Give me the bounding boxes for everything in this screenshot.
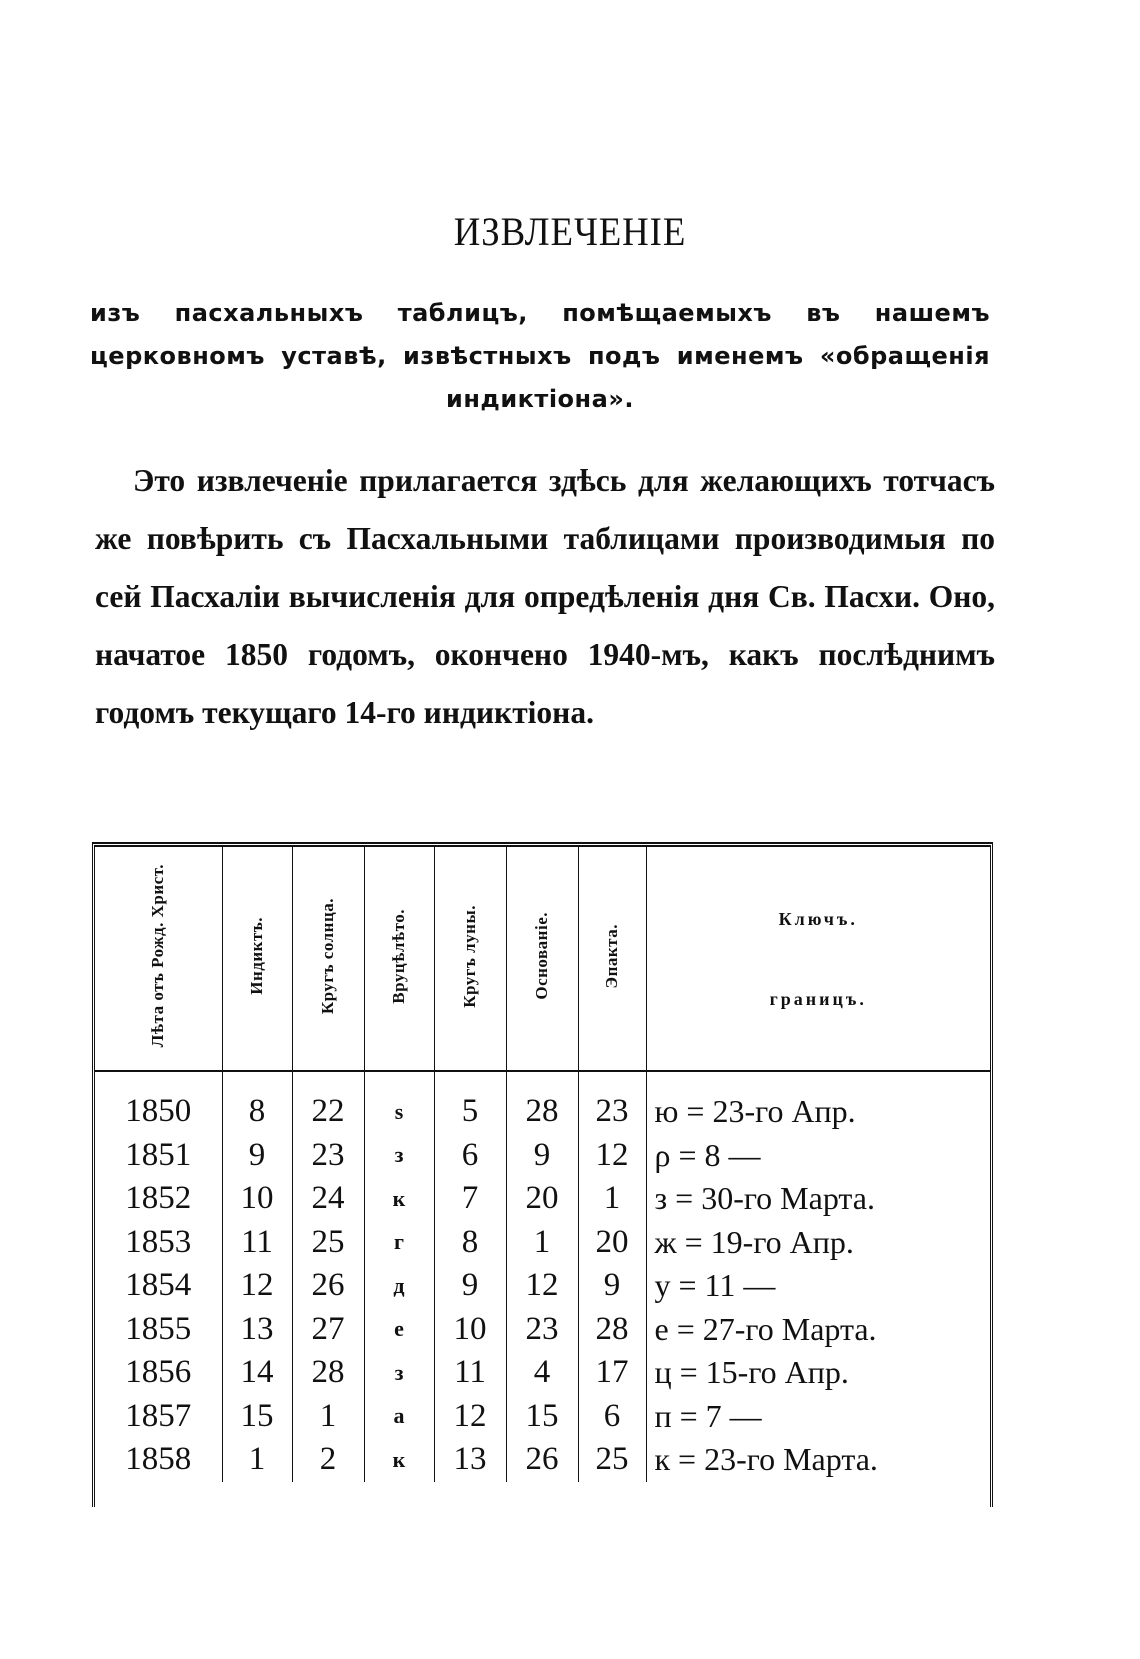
table-cell: 6 — [434, 1134, 506, 1178]
table-row — [95, 1134, 990, 1178]
header-label: Основаніе. — [532, 912, 551, 1000]
table-cell: 11 — [222, 1221, 292, 1265]
table-cell: 28 — [578, 1308, 646, 1352]
header-vrutseleto — [364, 847, 434, 1071]
table-cell: 1851 — [95, 1134, 222, 1178]
table-cell: 1856 — [95, 1351, 222, 1395]
table-cell: 13 — [222, 1308, 292, 1352]
table-cell: к = 23-го Марта. — [654, 1441, 878, 1478]
header-key-line1: Ключъ. — [778, 908, 858, 929]
table-cell: 8 — [434, 1221, 506, 1265]
header-label: Кругъ солнца. — [318, 897, 337, 1015]
table-cell: 11 — [434, 1351, 506, 1395]
table-cell: 1 — [292, 1395, 364, 1439]
table-row — [95, 1264, 990, 1308]
table-body — [95, 1071, 990, 1482]
table-cell: 10 — [434, 1308, 506, 1352]
table-cell: 12 — [506, 1264, 578, 1308]
header-key-line2: границъ. — [769, 988, 867, 1009]
table-cell: 17 — [578, 1351, 646, 1395]
table-cell: 1853 — [95, 1221, 222, 1265]
table-row — [95, 1351, 990, 1395]
table-cell: ρ = 8 — — [654, 1136, 761, 1173]
table-cell: з = 30-го Марта. — [654, 1180, 875, 1217]
header-years — [95, 847, 222, 1071]
table-cell: д — [364, 1264, 434, 1308]
table-cell: ц = 15-го Апр. — [654, 1354, 849, 1391]
table-cell: 1 — [506, 1221, 578, 1265]
table-cell: 9 — [506, 1134, 578, 1178]
table-cell: ж = 19-го Апр. — [654, 1223, 854, 1260]
table-row — [95, 1308, 990, 1352]
table-cell: 7 — [434, 1177, 506, 1221]
table-cell: г — [364, 1221, 434, 1265]
table-cell: 6 — [578, 1395, 646, 1439]
header-indiction — [222, 847, 292, 1071]
table-cell: 8 — [222, 1071, 292, 1134]
table-cell: 12 — [222, 1264, 292, 1308]
table-cell: 28 — [292, 1351, 364, 1395]
table-cell: 1854 — [95, 1264, 222, 1308]
table-row — [95, 1221, 990, 1265]
table-cell: е = 27-го Марта. — [654, 1310, 877, 1347]
table-row — [95, 1071, 990, 1134]
table-row — [95, 1177, 990, 1221]
table-cell: 25 — [292, 1221, 364, 1265]
table-cell: 1 — [578, 1177, 646, 1221]
table-row — [95, 1395, 990, 1439]
table-cell: 1858 — [95, 1438, 222, 1482]
table-cell: ю = 23-го Апр. — [654, 1093, 856, 1130]
table-cell: 28 — [506, 1071, 578, 1134]
table-cell: 2 — [292, 1438, 364, 1482]
table-cell: 1855 — [95, 1308, 222, 1352]
header-key — [646, 847, 990, 1071]
header-epact — [578, 847, 646, 1071]
table-header-row — [95, 847, 990, 1071]
table-cell: з — [364, 1134, 434, 1178]
table-cell: 5 — [434, 1071, 506, 1134]
page-title: ИЗВЛЕЧЕНІЕ — [453, 209, 687, 254]
table-cell: 10 — [222, 1177, 292, 1221]
header-label: Эпакта. — [602, 923, 621, 989]
table-cell: з — [364, 1351, 434, 1395]
table-cell: 12 — [578, 1134, 646, 1178]
page-subtitle: изъ пасхальныхъ таблицъ, помѣщаемыхъ въ нашемъ церковномъ уставѣ, извѣстныхъ подъ именемъ «обращенія индиктіона». — [90, 299, 990, 413]
header-solar-cycle — [292, 847, 364, 1071]
table-cell: 25 — [578, 1438, 646, 1482]
table-cell: 15 — [506, 1395, 578, 1439]
table-cell: 9 — [578, 1264, 646, 1308]
table-cell: 23 — [578, 1071, 646, 1134]
table-cell: 14 — [222, 1351, 292, 1395]
table-cell: а — [364, 1395, 434, 1439]
intro-paragraph: Это извлеченіе прилагается здѣсь для желающихъ тотчасъ же повѣрить съ Пасхальными таблицами производимыя по сей Пасхаліи вычисленія для опредѣленія дня Св. Пасхи. Оно, начатое 1850 годомъ, окончено 1940-мъ, какъ послѣднимъ годомъ текущаго 14-го индиктіона. — [95, 463, 995, 730]
table-cell: 22 — [292, 1071, 364, 1134]
table-cell: 1857 — [95, 1395, 222, 1439]
table-cell: е — [364, 1308, 434, 1352]
table-cell: 12 — [434, 1395, 506, 1439]
table-cell: 1852 — [95, 1177, 222, 1221]
header-foundation — [506, 847, 578, 1071]
table-cell: 24 — [292, 1177, 364, 1221]
header-label: Вруцѣлѣто. — [389, 908, 408, 1004]
table-cell: 1 — [222, 1438, 292, 1482]
table-cell: 27 — [292, 1308, 364, 1352]
table-cell: 4 — [506, 1351, 578, 1395]
table-cell: 1850 — [95, 1071, 222, 1134]
header-label: Лѣта отъ Рожд. Христ. — [148, 864, 168, 1048]
table-cell: 15 — [222, 1395, 292, 1439]
paschal-table — [92, 842, 993, 1507]
table-row — [95, 1438, 990, 1482]
table-cell: 13 — [434, 1438, 506, 1482]
table-cell: к — [364, 1177, 434, 1221]
table-cell: 26 — [506, 1438, 578, 1482]
table-cell: п = 7 — — [654, 1397, 762, 1434]
table-cell: 23 — [292, 1134, 364, 1178]
table-cell: 23 — [506, 1308, 578, 1352]
header-label: Кругъ луны. — [460, 904, 479, 1008]
table-cell: 26 — [292, 1264, 364, 1308]
table-cell: 9 — [222, 1134, 292, 1178]
table-cell: 20 — [578, 1221, 646, 1265]
table-cell: 20 — [506, 1177, 578, 1221]
header-lunar-cycle — [434, 847, 506, 1071]
table-cell: ѕ — [364, 1071, 434, 1134]
header-label: Индиктъ. — [247, 917, 266, 995]
table-cell: у = 11 — — [654, 1267, 776, 1304]
table-cell: 9 — [434, 1264, 506, 1308]
table-cell: к — [364, 1438, 434, 1482]
